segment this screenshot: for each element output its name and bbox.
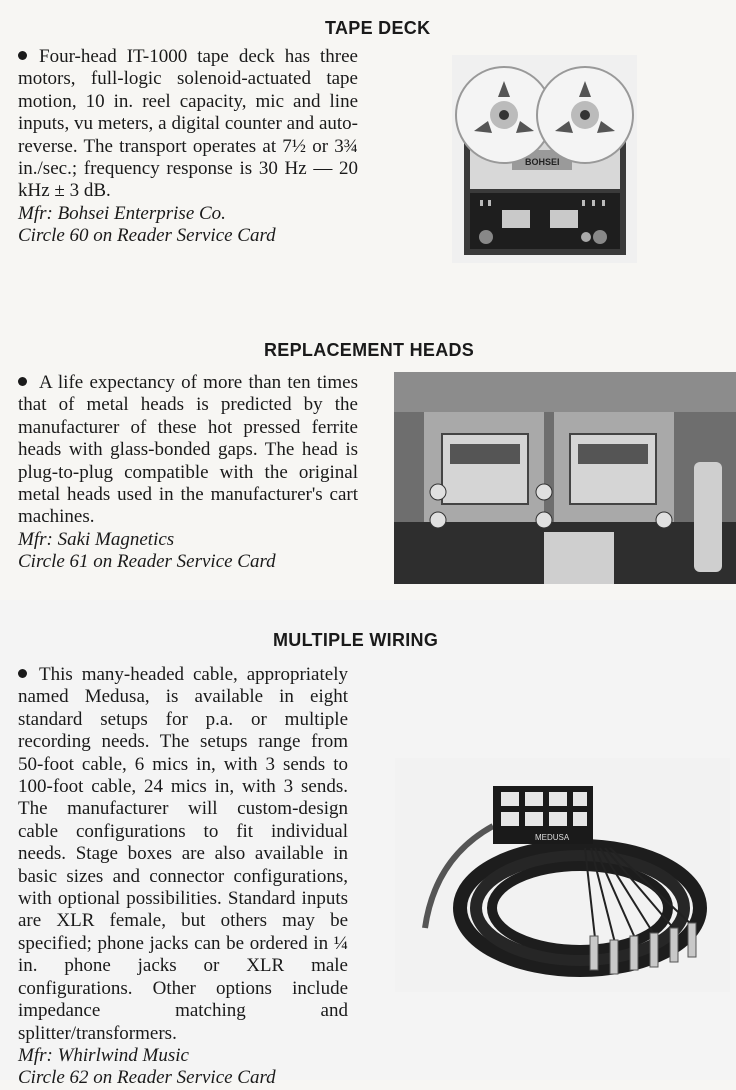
multiple-wiring-body: This many-headed cable, appropriately named Medusa, is available in eight standard setups for p.a. or multiple recording needs. The setups range from 50-foot cable, 6 mics in, with 3 sends to 100-foot cable, 24 mics in, with 3 sends. The manufacturer will custom-design cable configurations to fit individual needs. Stage boxes are also available in basic sizes and connector configurations, with optional possibilities. Standard inputs are XLR female, but others may be specified; phone jacks can be ordered in ¼ in. phone jacks or XLR male configurations. Other options include impedance matching and splitter/transformers. <box>18 664 348 1044</box>
bullet-icon <box>18 377 27 386</box>
svg-text:BOHSEI: BOHSEI <box>525 157 560 167</box>
tape-deck-text <box>18 46 358 248</box>
replacement-heads-circle: Circle 61 on Reader Service Card <box>18 551 276 573</box>
replacement-heads-mfr: Mfr: Saki Magnetics <box>18 528 175 550</box>
replacement-heads-photo <box>394 372 736 584</box>
tape-deck-body: Four-head IT-1000 tape deck has three motors, full-logic solenoid-actuated tape motion, 10 in. reel capacity, mic and line inputs, vu meters, a digital counter and auto-reverse. The transport operates at 7½ or 3¾ in./sec.; frequency response is 30 Hz — 20 kHz ± 3 dB. <box>18 46 358 202</box>
medusa-cable-photo <box>395 758 730 992</box>
tape-deck-circle: Circle 60 on Reader Service Card <box>18 225 276 247</box>
tape-deck-mfr: Mfr: Bohsei Enterprise Co. <box>18 202 226 224</box>
tape-deck-photo <box>452 55 637 263</box>
multiple-wiring-circle: Circle 62 on Reader Service Card <box>18 1067 276 1089</box>
bullet-icon <box>18 669 27 678</box>
tape-deck-heading: TAPE DECK <box>325 18 431 38</box>
multiple-wiring-text <box>18 664 348 1090</box>
replacement-heads-heading: REPLACEMENT HEADS <box>264 340 475 360</box>
replacement-heads-text <box>18 372 358 574</box>
replacement-heads-body: A life expectancy of more than ten times that of metal heads is predicted by the manufacturer of these hot pressed ferrite heads with glass-bonded gaps. The head is plug-to-plug compatible with the original metal heads used in the manufacturer's cart machines. <box>18 372 358 528</box>
svg-text:MEDUSA: MEDUSA <box>535 833 570 842</box>
multiple-wiring-mfr: Mfr: Whirlwind Music <box>18 1044 189 1066</box>
multiple-wiring-heading: MULTIPLE WIRING <box>273 630 439 650</box>
bullet-icon <box>18 51 27 60</box>
